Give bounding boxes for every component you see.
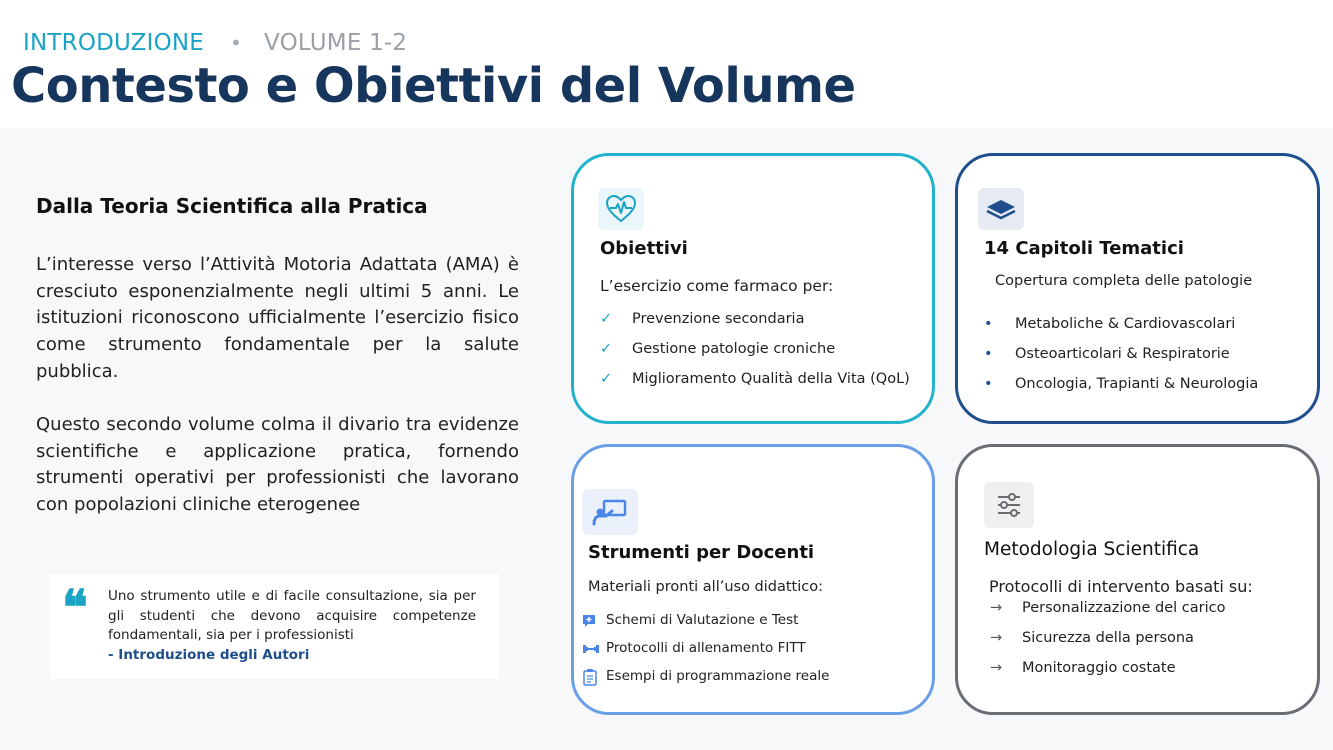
bullet-icon: •: [984, 316, 993, 332]
list-item: [582, 640, 829, 668]
quote-text: Uno strumento utile e di facile consultazione, sia per gli studenti che devono acquisire competenze fondamentali, sia per i professionisti: [108, 588, 476, 643]
section-label: INTRODUZIONE: [23, 30, 205, 56]
card-chapters-subtitle: Copertura completa delle patologie: [995, 273, 1253, 289]
quote-box: [50, 574, 499, 679]
card-method-title: Metodologia Scientifica: [984, 539, 1200, 560]
card-tools-subtitle: Materiali pronti all’uso didattico:: [588, 579, 824, 595]
assessment-icon: [582, 614, 596, 632]
list-item: [582, 668, 829, 696]
list-item-label: Gestione patologie croniche: [632, 341, 836, 357]
check-icon: ✓: [600, 341, 613, 357]
list-item: [984, 316, 1258, 346]
teacher-board-icon: [582, 489, 638, 535]
volume-label: VOLUME 1-2: [264, 30, 408, 56]
card-objectives-title: Obiettivi: [600, 238, 688, 259]
check-icon: ✓: [600, 371, 613, 387]
quote-author: - Introduzione degli Autori: [108, 647, 310, 663]
card-chapters-title: 14 Capitoli Tematici: [984, 238, 1184, 259]
check-icon: ✓: [600, 311, 613, 327]
tools-list: [582, 612, 829, 696]
layers-icon: [978, 188, 1024, 230]
bullet-icon: •: [984, 376, 993, 392]
arrow-right-icon: →: [990, 600, 1003, 616]
section-kicker: [23, 30, 407, 56]
list-item: [990, 600, 1225, 630]
card-method-subtitle: Protocolli di intervento basati su:: [989, 577, 1253, 596]
list-item-label: Metaboliche & Cardiovascolari: [1015, 316, 1236, 332]
list-item: [990, 660, 1225, 690]
intro-paragraph-1: L’interesse verso l’Attività Motoria Adattata (AMA) è cresciuto esponenzialmente negli ultimi 5 anni. Le istituzioni riconoscono ufficialmente l’esercizio fisico come strumento fondamentale per la salute pubblica.: [36, 254, 519, 382]
list-item-label: Personalizzazione del carico: [1022, 600, 1226, 616]
card-objectives-subtitle: L’esercizio come farmaco per:: [600, 277, 834, 295]
arrow-right-icon: →: [990, 660, 1003, 676]
list-item: [600, 371, 910, 401]
page-title: Contesto e Obiettivi del Volume: [11, 58, 856, 114]
card-objectives: [571, 153, 935, 424]
list-item: [600, 311, 910, 341]
intro-paragraph-2: Questo secondo volume colma il divario tra evidenze scientifiche e applicazione pratica, fornendo strumenti operativi per professionisti che lavorano con popolazioni cliniche eterogenee: [36, 414, 519, 516]
quote-icon: ❝: [62, 580, 88, 636]
list-item-label: Oncologia, Trapianti & Neurologia: [1015, 376, 1259, 392]
separator-dot: •: [230, 31, 243, 55]
card-tools: [571, 444, 935, 715]
list-item-label: Osteoarticolari & Respiratorie: [1015, 346, 1230, 362]
list-item: [990, 630, 1225, 660]
method-list: [990, 600, 1225, 690]
list-item-label: Miglioramento Qualità della Vita (QoL): [632, 371, 910, 387]
list-item-label: Schemi di Valutazione e Test: [606, 612, 799, 628]
list-item-label: Sicurezza della persona: [1022, 630, 1194, 646]
card-method: [955, 444, 1320, 715]
bullet-icon: •: [984, 346, 993, 362]
list-item: [984, 346, 1258, 376]
chapters-list: [984, 316, 1258, 406]
list-item: [582, 612, 829, 640]
heart-pulse-icon: [598, 188, 644, 230]
arrow-right-icon: →: [990, 630, 1003, 646]
clipboard-icon: [582, 668, 598, 690]
sliders-icon: [984, 482, 1034, 528]
objectives-list: [600, 311, 910, 401]
list-item-label: Monitoraggio costate: [1022, 660, 1176, 676]
list-item: [984, 376, 1258, 406]
list-item-label: Prevenzione secondaria: [632, 311, 805, 327]
list-item-label: Esempi di programmazione reale: [606, 668, 830, 684]
card-chapters: [955, 153, 1320, 424]
header: [0, 0, 1333, 128]
list-item-label: Protocolli di allenamento FITT: [606, 640, 806, 656]
list-item: [600, 341, 910, 371]
card-tools-title: Strumenti per Docenti: [588, 542, 815, 563]
dumbbell-icon: [582, 642, 600, 660]
left-subtitle: Dalla Teoria Scientifica alla Pratica: [36, 194, 428, 218]
